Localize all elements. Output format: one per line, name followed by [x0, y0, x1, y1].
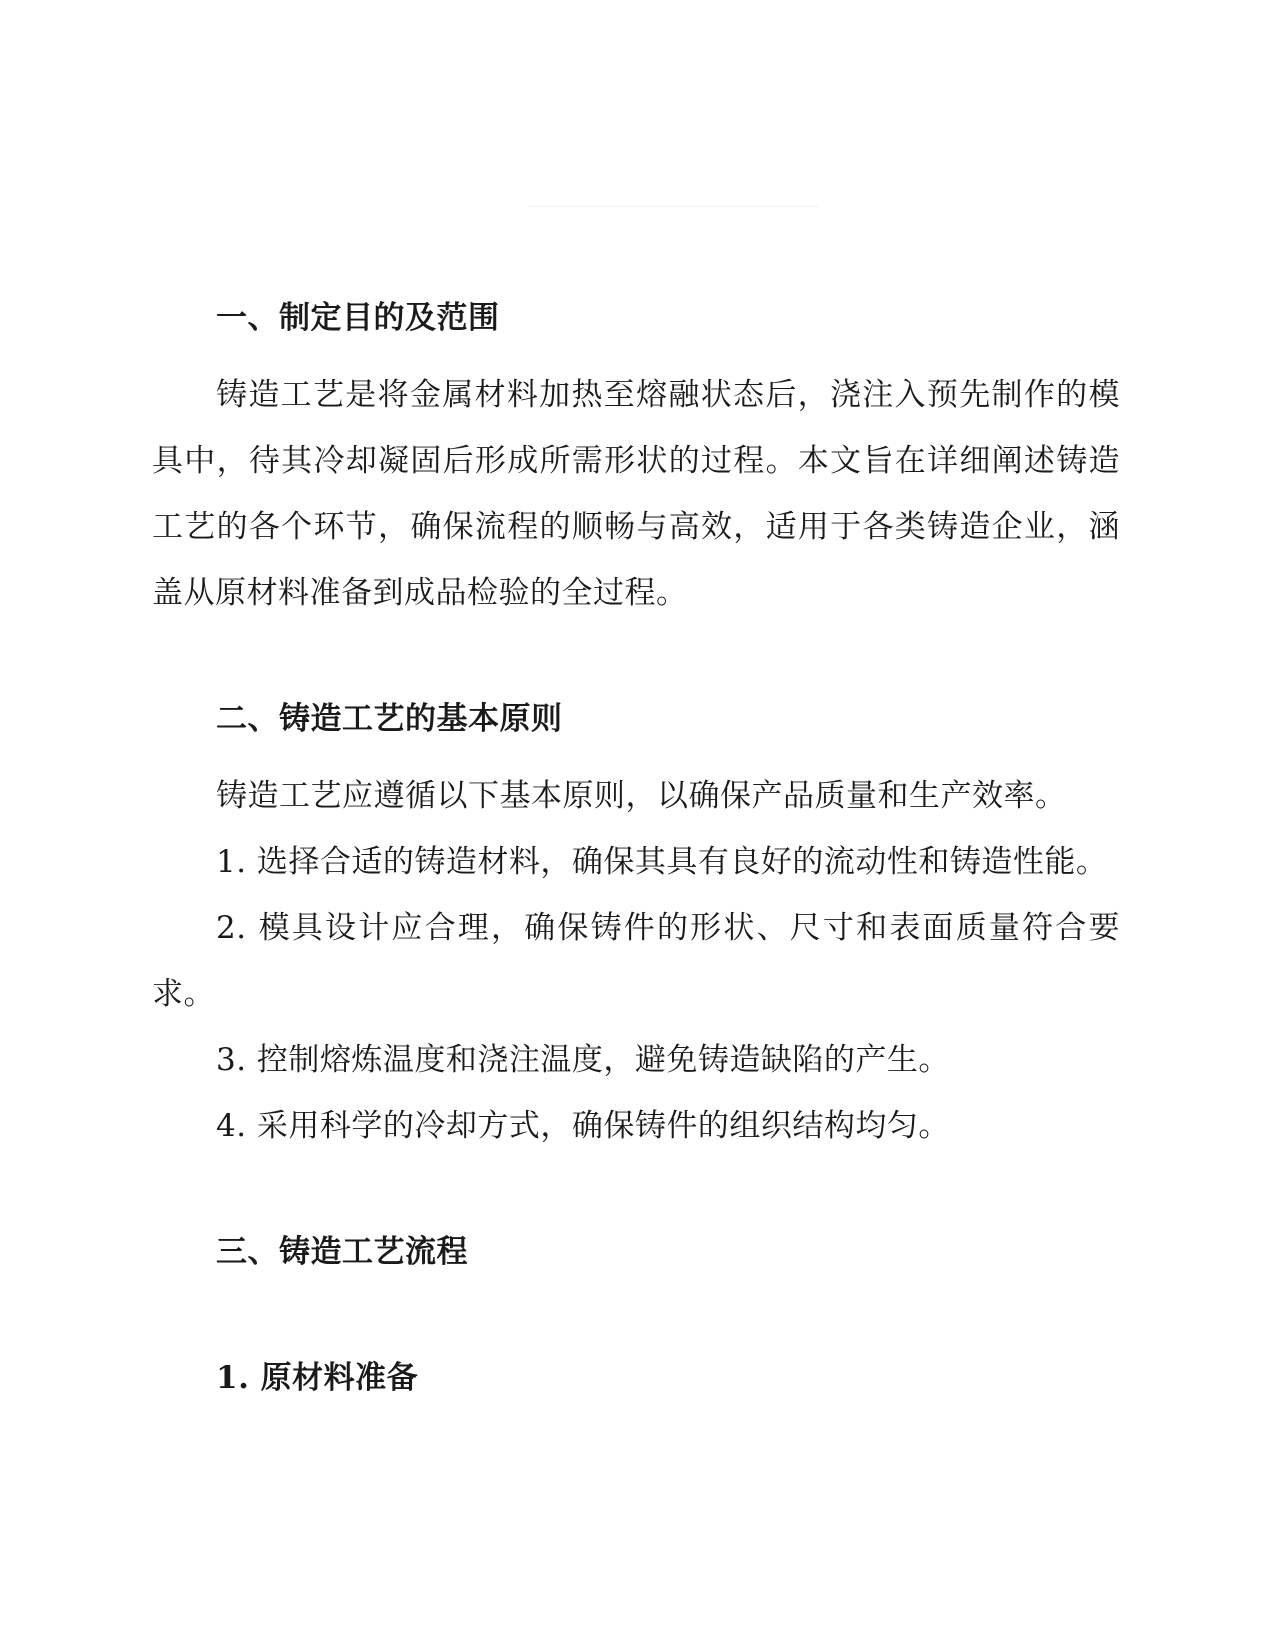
section-2-heading: 二、铸造工艺的基本原则 [216, 701, 563, 737]
document-body [152, 298, 1120, 1398]
section-1-heading: 一、制定目的及范围 [216, 300, 500, 336]
section-3-heading: 三、铸造工艺流程 [216, 1234, 468, 1270]
principle-item-1: 1. 选择合适的铸造材料，确保其具有良好的流动性和铸造性能。 [216, 844, 1108, 880]
principle-item-4: 4. 采用科学的冷却方式，确保铸件的组织结构均匀。 [216, 1108, 950, 1144]
section-1-paragraph: 铸造工艺是将金属材料加热至熔融状态后，浇注入预先制作的模具中，待其冷却凝固后形成所需形状的过程。本文旨在详细阐述铸造工艺的各个环节，确保流程的顺畅与高效，适用于各类铸造企业，涵盖从原材料准备到成品检验的全过程。 [152, 377, 1120, 611]
section-2-body [152, 763, 1120, 1159]
principle-item-2: 2. 模具设计应合理，确保铸件的形状、尺寸和表面质量符合要求。 [152, 910, 1120, 1012]
subsection-heading: 1. 原材料准备 [216, 1360, 419, 1396]
principle-item-3: 3. 控制熔炼温度和浇注温度，避免铸造缺陷的产生。 [216, 1042, 950, 1078]
section-2-intro: 铸造工艺应遵循以下基本原则，以确保产品质量和生产效率。 [216, 778, 1067, 814]
header-divider [528, 206, 818, 207]
